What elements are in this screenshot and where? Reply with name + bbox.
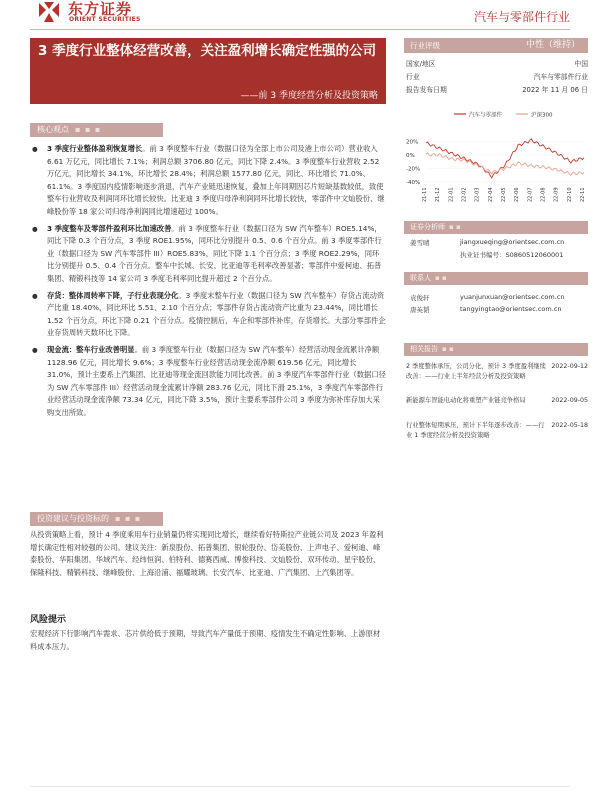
report-title-banner	[30, 38, 386, 104]
bullet-item: ● 3 季度行业整体盈利恢复增长。前 3 季度整车行业（数据口径为全部上市公司及港上市公司）营业收入 6.61 万亿元，同比增长 7.1%；利润总额 3706.80 亿元，同比下降 2.4%。3 季度整车行业营收 2.52 万亿元，同比增长 34.1%，环比增长 28.4%；利润总额 1577.80 亿元，同比、环比增长 71.0%、61.1%。3 季度国内疫情影响逐步消退，汽车产业链迅速恢复，叠加上年同期因芯片短缺基数较低，致使整车行业营收及利润同环比增长较快。比亚迪 3 季度归母净利润同环比增长较快，零部件中文灿股份、继峰股份等 18 家公司归母净利润同比增速超过 100%。	[30, 143, 386, 219]
x-tick-label: 22-09	[553, 187, 560, 202]
y-tick-label: -20%	[406, 166, 421, 173]
analyst-header: 证券分析师 ▪ ▪	[404, 221, 588, 234]
logo-icon	[36, 0, 62, 24]
risk-title: 风险提示	[30, 615, 67, 625]
y-tick-label: -40%	[406, 180, 421, 186]
bullet-item: ● 存货：整体周转率下降，子行业表现分化。3 季度末整车行业（数据口径为 SW 汽车整车）存货占流动资产比重 18.40%，同比环比 5.51、2.10 个百分点；零部件存货占流动资产比重为 23.44%，同比增长 1.52 个百分点，环比下降 0.21 个百分点。疫情控制后，车企和零部件补库，存货增长。大部分零部件企业存货周转天数环比下降。	[30, 290, 386, 340]
header-divider	[30, 29, 570, 30]
x-tick-label: 21-12	[435, 187, 442, 202]
x-tick-label: 22-05	[501, 187, 507, 202]
company-logo: 东方证券 ORIENT SECURITIES	[36, 0, 166, 28]
y-tick-label: 0%	[406, 153, 415, 159]
section-invest-header: 投资建议与投资标的 ▪ ▪ ▪	[30, 512, 163, 526]
report-subtitle: ——前 3 季度经营分析及投资策略	[240, 91, 378, 101]
x-tick-label: 22-07	[527, 187, 534, 202]
section-core-header: 核心观点 ▪ ▪ ▪	[30, 123, 163, 137]
legend-label: 沪深300	[531, 112, 553, 119]
dots-icon: ▪ ▪	[442, 345, 454, 353]
contact-header: 联系人 ▪ ▪	[404, 272, 588, 285]
bullet-item: ● 3 季度整车及零部件盈利环比加速改善。前 3 季度整车行业（数据口径为 SW 汽车整车）ROE5.14%，同比下降 0.3 个百分点，3 季度 ROE1.95%，同环比分别提升 0.5、0.6 个百分点。前 3 季度零部件行业（数据口径为 SW 汽车零部件 III）ROE5.83%，同比下降 1.1 个百分点；3 季度 ROE2.29%，同环比分别提升 0.5、0.4 个百分点。整车中长城、长安、比亚迪等毛利率改善显著；零部件中爱柯迪、拓普集团、精锻科技等 14 家公司 3 季度毛利率同比提升超过 2 个百分点。	[30, 223, 386, 286]
dots-icon: ▪ ▪ ▪	[75, 125, 102, 134]
report-title: 3 季度行业整体经营改善，关注盈利增长确定性强的公司	[38, 43, 377, 59]
header-industry: 汽车与零部件行业	[473, 10, 570, 24]
x-tick-label: 22-03	[474, 187, 481, 202]
footer-divider	[30, 786, 570, 787]
info-row: 国家/地区 中国	[406, 60, 588, 68]
risk-paragraph: 宏观经济下行影响汽车需求、芯片供给低于预期，导致汽车产量低于预期、疫情发生不确定性影响、上游原材料成本压力。	[30, 629, 381, 651]
rating-value: 中性（维持）	[525, 40, 580, 50]
bullet-item: ● 现金流：整车行业改善明显。前 3 季度整车行业（数据口径为 SW 汽车整车）经营活动现金流累计净额 1128.96 亿元，同比增长 9.6%；3 季度整车行业经营活动现金流净额 619.56 亿元，同比增长 31.0%，预计主要系上汽集团、比亚迪等现金流回款能力同比改善。前 3 季度汽车零部件行业（数据口径为 SW 汽车零部件 III）经营活动现金流累计净额 283.76 亿元，同比下滑 25.1%，3 季度汽车零部件行业经营活动现金流净额 73.34 亿元，同比下降 3.5%，预计主要系零部件公司 3 季度为弥补库存加大采购支出所致。	[30, 344, 386, 420]
info-row: 报告发布日期 2022 年 11 月 06 日	[406, 86, 588, 94]
dots-icon: ▪ ▪ ▪	[115, 514, 142, 523]
performance-chart	[404, 106, 588, 208]
x-tick-label: 22-02	[461, 187, 468, 202]
y-tick-label: 20%	[406, 139, 419, 146]
dots-icon: ▪ ▪	[435, 274, 447, 282]
reports-header: 相关报告 ▪ ▪	[404, 343, 588, 356]
rating-header: 行业评级 中性（维持）	[404, 38, 588, 53]
x-tick-label: 22-01	[448, 187, 455, 202]
core-bullet-list	[30, 143, 386, 423]
dots-icon: ▪ ▪	[449, 223, 461, 231]
info-row: 行业 汽车与零部件行业	[406, 73, 588, 81]
legend-label: 汽车与零部件	[469, 112, 503, 119]
invest-paragraph: 从投资策略上看，预计 4 季度乘用车行业销量仍将实现同比增长，继续看好特斯拉产业链公司及 2023 年盈利增长确定性相对较强的公司。建议关注：新泉股份、拓普集团、银轮股份、岱美股份、上声电子、爱柯迪、峰泰股份、华阳集团、华域汽车、经纬恒润、伯特利、德赛西威、博俊科技、文灿股份、双环传动、星宇股份、保隆科技、精锻科技、继峰股份、上海沿浦、福耀玻璃、长安汽车、比亚迪、广汽集团、上汽集团等。	[30, 530, 384, 577]
x-tick-label: 22-04	[487, 187, 494, 202]
x-tick-label: 22-10	[566, 187, 573, 202]
x-tick-label: 22-06	[514, 187, 521, 202]
x-tick-label: 21-11	[422, 187, 428, 202]
x-tick-label: 22-08	[540, 187, 547, 202]
page-header	[0, 0, 600, 30]
x-tick-label: 22-11	[580, 187, 586, 202]
